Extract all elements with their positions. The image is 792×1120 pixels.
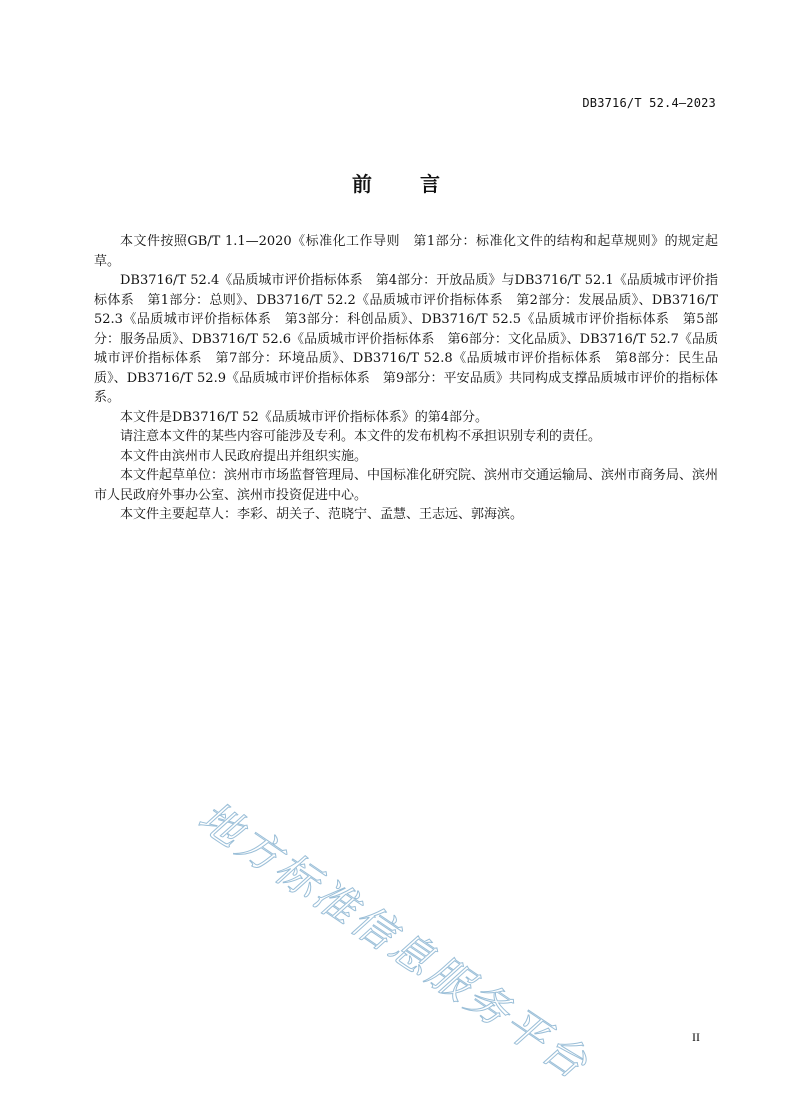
paragraph-series-relation: DB3716/T 52.4《品质城市评价指标体系 第4部分：开放品质》与DB3716/T 52.1《品质城市评价指标体系 第1部分：总则》、DB3716/T 52.2《品质城市评价指标体系 第2部分：发展品质》、DB3716/T 52.3《品质城市评价指标体系 第3部分：科创品质》、DB3716/T 52.5《品质城市评价指标体系 第5部分：服务品质》、DB3716/T 52.6《品质城市评价指标体系 第6部分：文化品质》、DB3716/T 52.7《品质城市评价指标体系 第7部分：环境品质》、DB3716/T 52.8《品质城市评价指标体系 第8部分：民生品质》、DB3716/T 52.9《品质城市评价指标体系 第9部分：平安品质》共同构成支撑品质城市评价的指标体系。 xyxy=(94,273,718,405)
document-code: DB3716/T 52.4—2023 xyxy=(582,96,716,110)
watermark: 地方标准信息服务平台 xyxy=(189,791,599,1090)
paragraph-drafting-rules: 本文件按照GB/T 1.1—2020《标准化工作导则 第1部分：标准化文件的结构和起草规则》的规定起草。 xyxy=(94,234,718,269)
title-char-2: 言 xyxy=(420,172,440,196)
foreword-body xyxy=(94,232,718,525)
title-char-1: 前 xyxy=(352,172,372,196)
paragraph-drafters: 本文件主要起草人：李彩、胡关子、范晓宁、孟慧、王志远、郭海滨。 xyxy=(120,507,524,522)
paragraph-patent-notice: 请注意本文件的某些内容可能涉及专利。本文件的发布机构不承担识别专利的责任。 xyxy=(120,429,602,444)
paragraph-part-statement: 本文件是DB3716/T 52《品质城市评价指标体系》的第4部分。 xyxy=(120,409,489,425)
page-number: II xyxy=(692,1030,700,1044)
paragraph-drafting-units: 本文件起草单位：滨州市市场监督管理局、中国标准化研究院、滨州市交通运输局、滨州市商务局、滨州市人民政府外事办公室、滨州市投资促进中心。 xyxy=(94,468,719,503)
page-title xyxy=(0,168,792,197)
paragraph-proposer: 本文件由滨州市人民政府提出并组织实施。 xyxy=(120,448,368,464)
